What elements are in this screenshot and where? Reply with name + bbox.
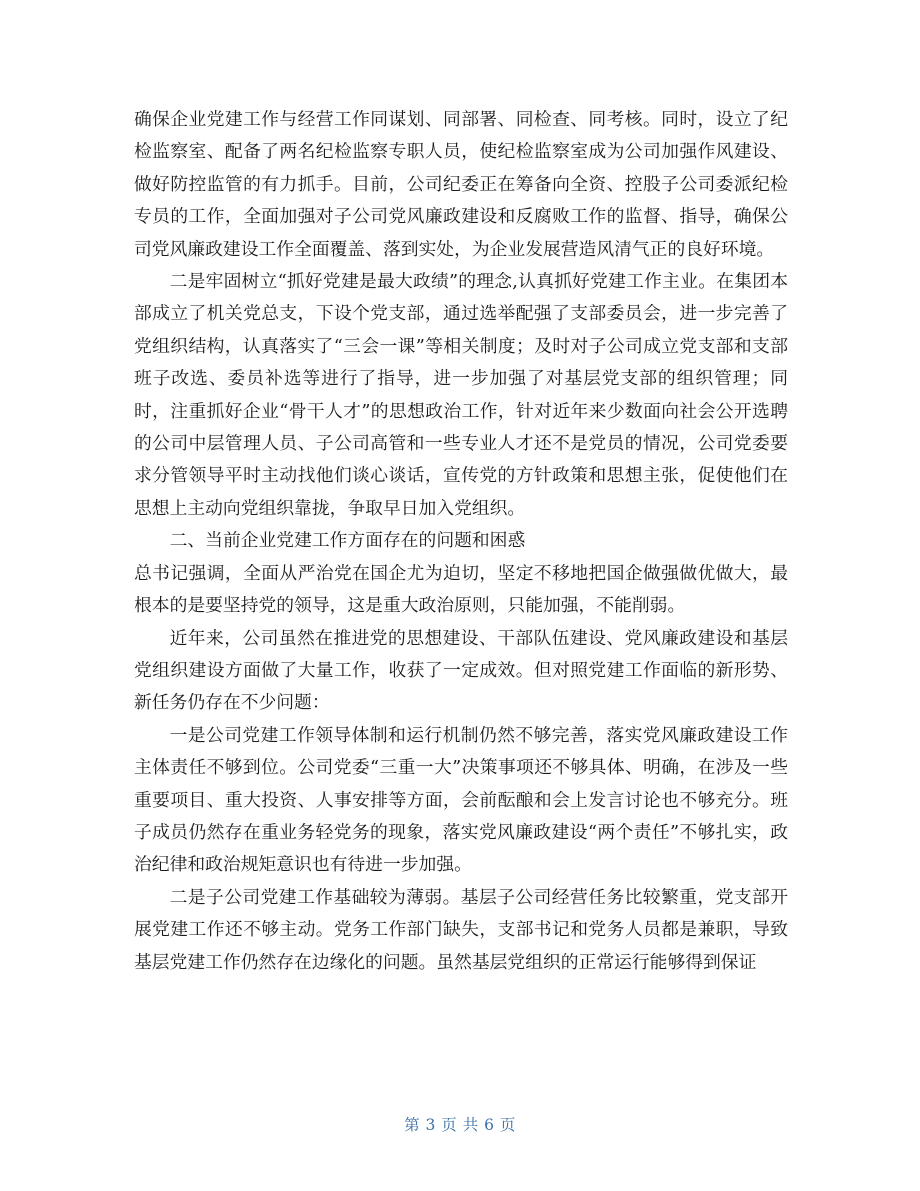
section-heading: 二、当前企业党建工作方面存在的问题和困惑 <box>169 530 526 552</box>
document-body <box>134 104 788 979</box>
paragraph-3: 总书记强调，全面从严治党在国企尤为迫切，坚定不移地把国企做强做优做大，最根本的是要坚持党的领导，这是重大政治原则，只能加强，不能削弱。 <box>134 562 788 617</box>
paragraph-2: 二是牢固树立“抓好党建是最大政绩”的理念,认真抓好党建工作主业。在集团本部成立了机关党总支，下设个党支部，通过选举配强了支部委员会，进一步完善了党组织结构，认真落实了“三会一课”等相关制度；及时对子公司成立党支部和支部班子改选、委员补选等进行了指导，进一步加强了对基层党支部的组织管理；同时，注重抓好企业“骨干人才”的思想政治工作，针对近年来少数面向社会公开选聘的公司中层管理人员、子公司高管和一些专业人才还不是党员的情况，公司党委要求分管领导平时主动找他们谈心谈话，宣传党的方针政策和思想主张，促使他们在思想上主动向党组织靠拢，争取早日加入党组织。 <box>134 271 788 519</box>
paragraph-4: 近年来，公司虽然在推进党的思想建设、干部队伍建设、党风廉政建设和基层党组织建设方面做了大量工作，收获了一定成效。但对照党建工作面临的新形势、新任务仍存在不少问题： <box>134 627 788 714</box>
paragraph-5: 一是公司党建工作领导体制和运行机制仍然不够完善，落实党风廉政建设工作主体责任不够到位。公司党委“三重一大”决策事项还不够具体、明确，在涉及一些重要项目、重大投资、人事安排等方面，会前酝酿和会上发言讨论也不够充分。班子成员仍然存在重业务轻党务的现象，落实党风廉政建设“两个责任”不够扎实，政治纪律和政治规矩意识也有待进一步加强。 <box>134 724 788 876</box>
paragraph-1: 确保企业党建工作与经营工作同谋划、同部署、同检查、同考核。同时，设立了纪检监察室、配备了两名纪检监察专职人员，使纪检监察室成为公司加强作风建设、做好防控监管的有力抓手。目前，公司纪委正在筹备向全资、控股子公司委派纪检专员的工作，全面加强对子公司党风廉政建设和反腐败工作的监督、指导，确保公司党风廉政建设工作全面覆盖、落到实处，为企业发展营造风清气正的良好环境。 <box>134 109 788 260</box>
page-number: 第 3 页 共 6 页 <box>404 1116 516 1134</box>
paragraph-6: 二是子公司党建工作基础较为薄弱。基层子公司经营任务比较繁重，党支部开展党建工作还不够主动。党务工作部门缺失，支部书记和党务人员都是兼职，导致基层党建工作仍然存在边缘化的问题。虽然基层党组织的正常运行能够得到保证 <box>134 886 788 973</box>
